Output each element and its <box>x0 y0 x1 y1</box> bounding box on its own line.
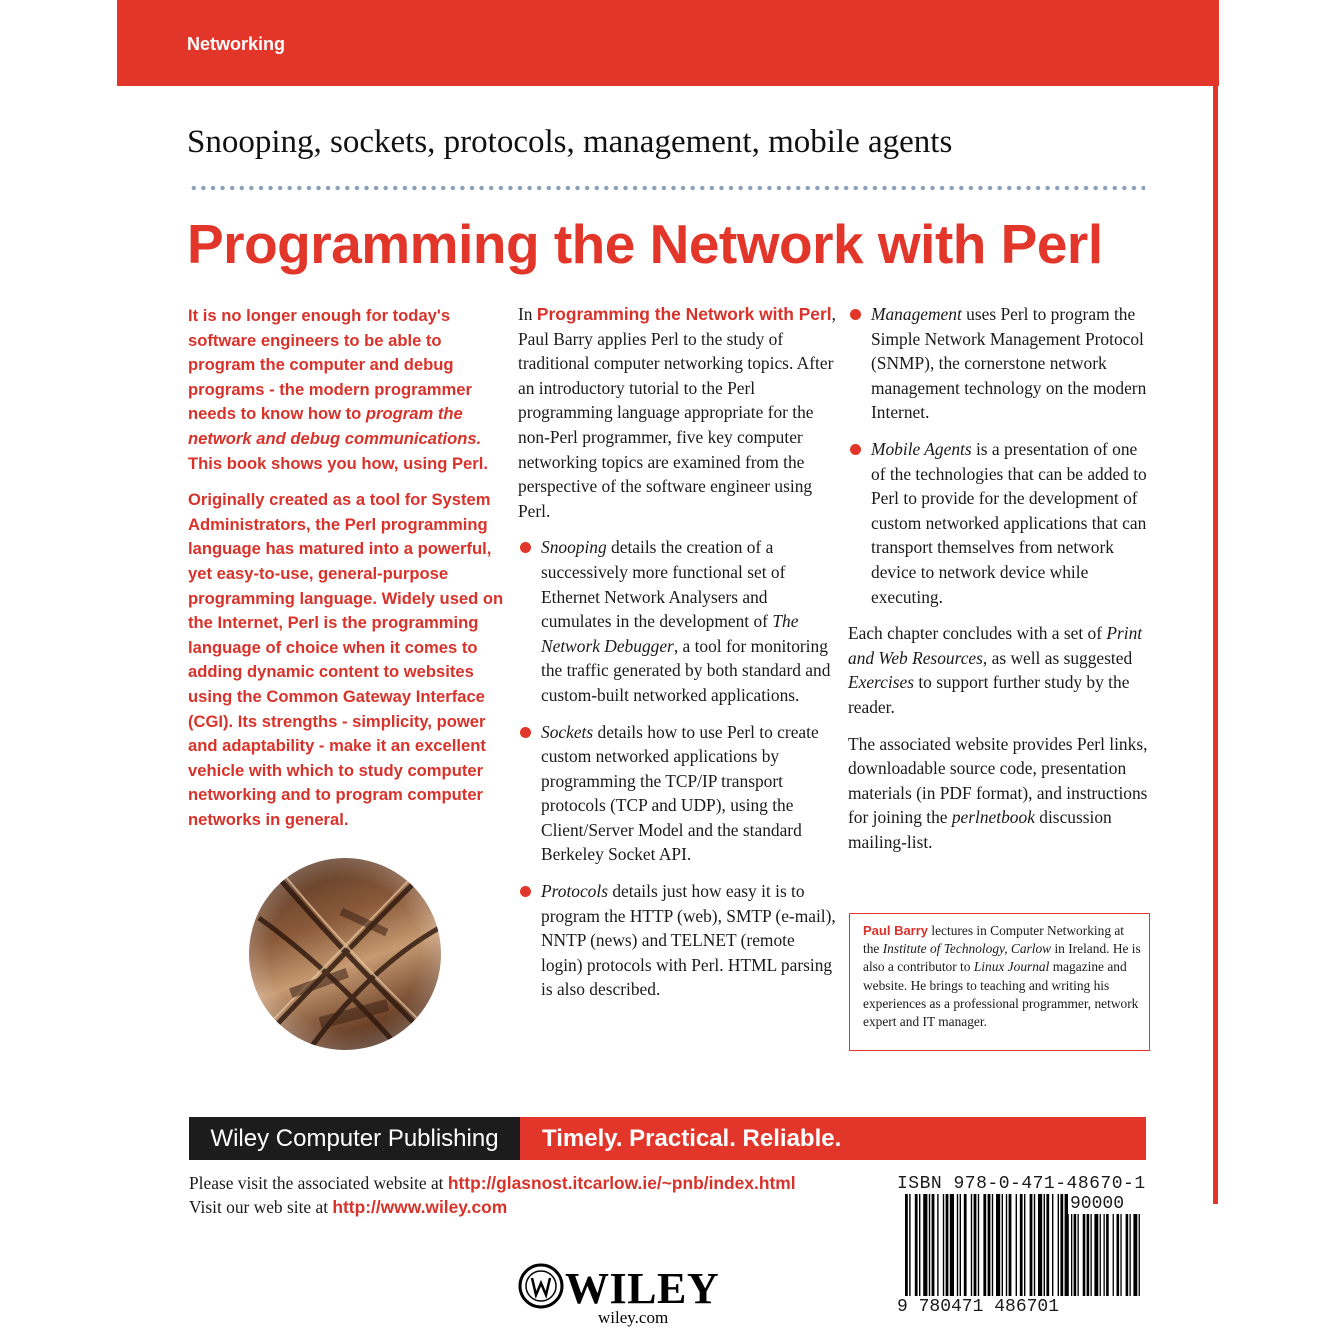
barcode-bar <box>978 1194 979 1296</box>
barcode-addon: 90000 <box>1070 1194 1125 1214</box>
dotted-divider <box>189 185 1145 191</box>
barcode-bar <box>919 1194 920 1296</box>
barcode-addon-bar <box>1106 1214 1109 1296</box>
barcode-bar <box>1002 1194 1003 1296</box>
barcode-digits: 9 780471 486701 <box>897 1297 1060 1317</box>
bullet-management: Management uses Perl to program the Simple Network Management Protocol (SNMP), the cornerstone network management technology on the modern Internet. <box>848 302 1148 425</box>
wiley-website-link[interactable]: http://www.wiley.com <box>332 1197 508 1217</box>
publisher-bar <box>189 1117 1146 1160</box>
track-lines-graphic <box>249 858 441 1050</box>
barcode-bar <box>1030 1194 1033 1296</box>
topics-intro: In Programming the Network with Perl, Paul Barry applies Perl to the study of traditional computer networking topics. After an introductory tutorial to the Perl programming language appropriate for the non-Perl programmer, five key computer networking topics are examined from the perspective of the software engineer using Perl. <box>518 304 836 521</box>
barcode-bar <box>1016 1194 1017 1296</box>
website-paragraph: The associated website provides Perl links, downloadable source code, presentation materials (in PDF format), and instructions for joining the perlnetbook discussion mailing-list. <box>848 733 1148 852</box>
column-topics <box>518 302 836 1014</box>
barcode-addon-bar <box>1113 1214 1114 1296</box>
barcode-addon-bar <box>1091 1214 1092 1296</box>
barcode-addon-bar <box>1078 1214 1079 1296</box>
bullet-dot-icon <box>520 727 531 738</box>
barcode-bar <box>937 1194 938 1296</box>
visit-lines <box>189 1171 889 1219</box>
barcode-bar <box>964 1194 967 1296</box>
bullet-dot-icon <box>520 542 531 553</box>
wiley-logo-text: WILEY <box>565 1264 720 1313</box>
barcode-bar <box>1044 1194 1045 1296</box>
bullet-protocols: Protocols details just how easy it is to program the HTTP (web), SMTP (e-mail), NNTP (news) and TELNET (remote login) protocols with Perl. HTML parsing is also described. <box>518 879 836 1002</box>
bullet-mobile-agents: Mobile Agents is a presentation of one of the technologies that can be added to Perl to provide for the development of custom networked applications that can transport themselves from network device to network device while executing. <box>848 437 1148 609</box>
barcode-addon-bar <box>1094 1214 1098 1296</box>
barcode-addon-bar <box>1117 1214 1120 1296</box>
category-label: Networking <box>187 34 286 54</box>
chapter-resources-paragraph: Each chapter concludes with a set of Print and Web Resources, as well as suggested Exercises to support further study by the reader. <box>848 623 1143 717</box>
barcode-addon-bar <box>1120 1214 1121 1296</box>
barcode-bar <box>950 1194 954 1296</box>
railway-tracks-photo <box>249 858 441 1050</box>
barcode-addon-bar <box>1139 1214 1140 1296</box>
wiley-website-line: Visit our web site at http://www.wiley.com <box>189 1197 508 1217</box>
barcode-addon-bar <box>1133 1214 1137 1296</box>
wiley-logo-url: wiley.com <box>598 1308 669 1327</box>
author-name: Paul Barry <box>863 923 929 938</box>
barcode-bar <box>1060 1194 1063 1296</box>
book-title: Programming the Network with Perl <box>187 213 1103 275</box>
barcode-bar <box>1046 1194 1049 1296</box>
bullet-snooping: Snooping details the creation of a successively more functional set of Ethernet Network Analysers and cumulates in the development of The Network Debugger, a tool for monitoring the traffic generated by both standard and custom-built networked applications. <box>518 535 836 707</box>
barcode-addon-bar <box>1074 1214 1077 1296</box>
bullet-dot-icon <box>520 886 531 897</box>
barcode-bar <box>1020 1194 1023 1296</box>
intro-paragraph-2: Originally created as a tool for System Administrators, the Perl programming language has matured into a powerful, yet easy-to-use, general-purpose programming language. Widely used on the Internet, Perl is the programming language of choice when it comes to adding dynamic content to websites using the Common Gateway Interface (CGI). Its strengths - simplicity, power and adaptability - make it an excellent vehicle with which to study computer networking and to program computer networks in general. <box>188 490 504 829</box>
barcode-bar <box>996 1194 1000 1296</box>
barcode-bar <box>946 1194 949 1296</box>
barcode-bar <box>923 1194 927 1296</box>
barcode-bar <box>909 1194 910 1296</box>
barcode-addon-bar <box>1104 1214 1105 1296</box>
isbn-number: ISBN 978-0-471-48670-1 <box>897 1174 1146 1194</box>
barcode-bar <box>915 1194 918 1296</box>
barcode-bar <box>932 1194 935 1296</box>
column-more-topics <box>848 302 1148 866</box>
barcode-bar <box>960 1194 961 1296</box>
associated-website-link[interactable]: http://glasnost.itcarlow.ie/~pnb/index.html <box>447 1173 796 1193</box>
cover-subtitle: Snooping, sockets, protocols, management, mobile agents <box>187 124 953 160</box>
intro-paragraph-1: It is no longer enough for today's software engineers to be able to program the computer and debug programs - the modern programmer needs to know how to program the network and debug communications. This book shows you how, using Perl. <box>188 306 488 473</box>
top-color-band <box>117 0 1219 86</box>
barcode-addon-bar <box>1130 1214 1131 1296</box>
barcode-addon-bar <box>1100 1214 1101 1296</box>
column-intro <box>188 304 510 844</box>
barcode-bar <box>1024 1194 1025 1296</box>
barcode-bar <box>974 1194 977 1296</box>
barcode-bar <box>957 1194 958 1296</box>
barcode-bar <box>1009 1194 1012 1296</box>
barcode-bar <box>1058 1194 1059 1296</box>
barcode-bar <box>983 1194 986 1296</box>
barcode-bar <box>929 1194 930 1296</box>
barcode-bar <box>992 1194 993 1296</box>
barcode-addon-bar <box>1071 1214 1072 1296</box>
author-bio-box: Paul Barry lectures in Computer Networking at the Institute of Technology, Carlow in Ireland. He is also a contributor to Linux Journal magazine and website. He brings to teaching and writing his experiences as a professional programmer, network expert and IT manager. <box>849 913 1150 1051</box>
right-edge-stripe <box>1213 86 1218 1204</box>
bullet-sockets: Sockets details how to use Perl to create custom networked applications by programming the TCP/IP transport protocols (TCP and UDP), using the Client/Server Model and the standard Berkeley Socket API. <box>518 720 836 868</box>
barcode-addon-bar <box>1083 1214 1086 1296</box>
publisher-name: Wiley Computer Publishing <box>189 1117 520 1160</box>
bullet-dot-icon <box>850 444 861 455</box>
associated-website-line: Please visit the associated website at http://glasnost.itcarlow.ie/~pnb/index.html <box>189 1173 796 1193</box>
barcode-bar <box>1006 1194 1007 1296</box>
barcode-bar <box>971 1194 972 1296</box>
bullet-dot-icon <box>850 309 861 320</box>
publisher-tagline: Timely. Practical. Reliable. <box>520 1117 1146 1160</box>
barcode-addon-bar <box>1126 1214 1129 1296</box>
barcode-bar <box>1038 1194 1042 1296</box>
barcode-bar <box>1034 1194 1035 1296</box>
barcode-bar <box>988 1194 991 1296</box>
wiley-seal-icon <box>518 1263 564 1309</box>
barcode-addon-bar <box>1087 1214 1090 1296</box>
barcode-bar <box>943 1194 944 1296</box>
barcode-bar <box>1052 1194 1053 1296</box>
barcode-bar <box>905 1194 908 1296</box>
